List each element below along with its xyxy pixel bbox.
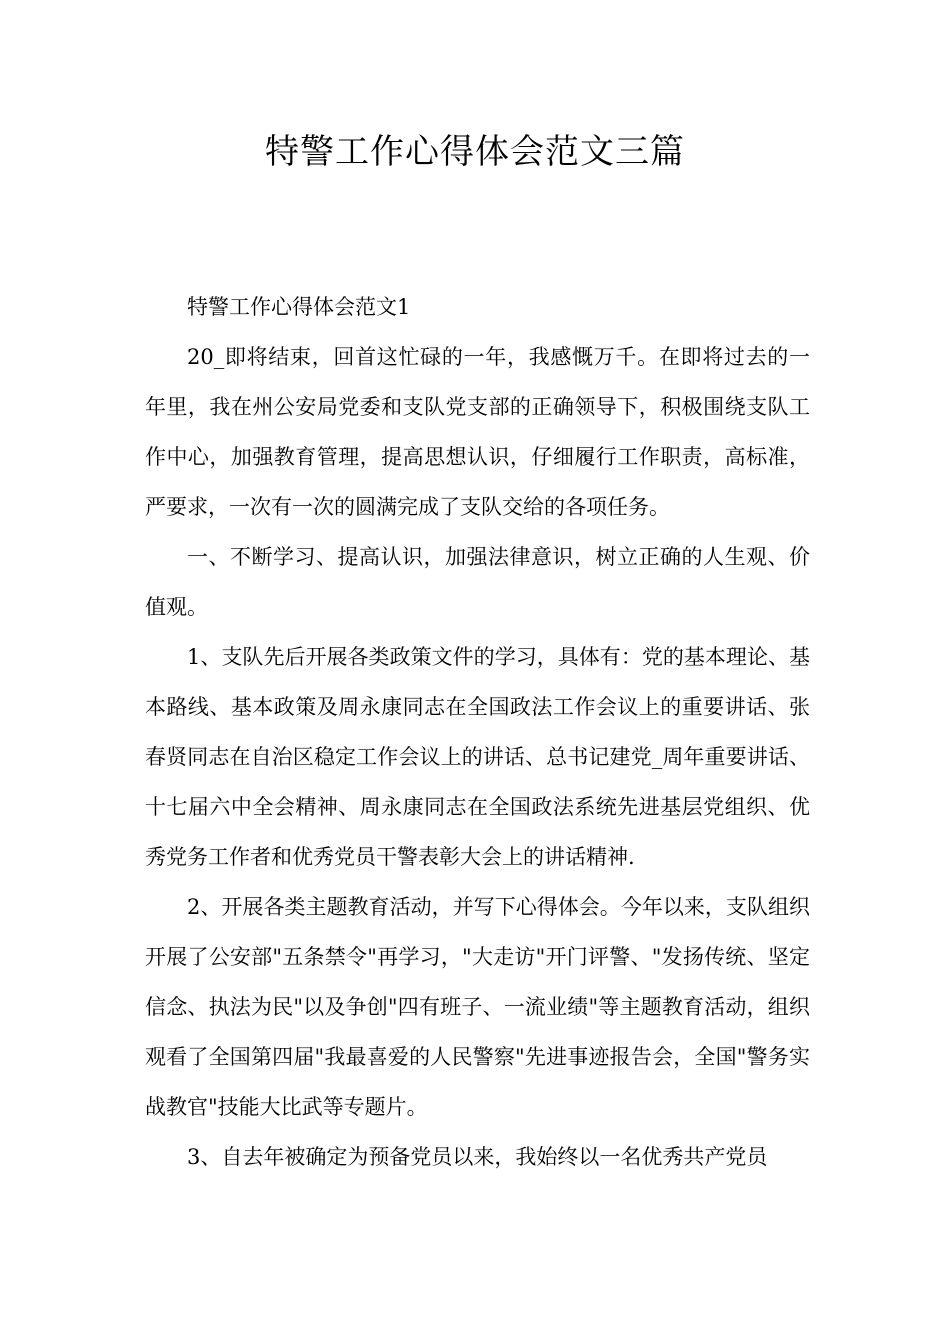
document-title: 特警工作心得体会范文三篇 xyxy=(265,132,685,172)
section-heading-1: 特警工作心得体会范文1 xyxy=(187,295,411,319)
paragraph-item-3: 3、自去年被确定为预备党员以来，我始终以一名优秀共产党员 xyxy=(187,1145,768,1169)
paragraph-item-2: 2、开展各类主题教育活动，并写下心得体会。今年以来，支队组织开展了公安部"五条禁令"再学习，"大走访"开门评警、"发扬传统、坚定信念、执法为民"以及争创"四有班子、一流业绩"等主题教育活动，组织观看了全国第四届"我最喜爱的人民警察"先进事迹报告会，全国"警务实战教官"技能大比武等专题片。 xyxy=(145,895,810,1119)
document-body xyxy=(145,282,810,1182)
paragraph-point-1: 一、不断学习、提高认识，加强法律意识，树立正确的人生观、价值观。 xyxy=(145,545,810,619)
paragraph-item-1: 1、支队先后开展各类政策文件的学习，具体有：党的基本理论、基本路线、基本政策及周永康同志在全国政法工作会议上的重要讲话、张春贤同志在自治区稳定工作会议上的讲话、总书记建党_周年重要讲话、十七届六中全会精神、周永康同志在全国政法系统先进基层党组织、优秀党务工作者和优秀党员干警表彰大会上的讲话精神. xyxy=(145,645,810,869)
paragraph-intro: 20_即将结束，回首这忙碌的一年，我感慨万千。在即将过去的一年里，我在州公安局党委和支队党支部的正确领导下，积极围绕支队工作中心，加强教育管理，提高思想认识，仔细履行工作职责，高标准，严要求，一次有一次的圆满完成了支队交给的各项任务。 xyxy=(145,345,810,519)
